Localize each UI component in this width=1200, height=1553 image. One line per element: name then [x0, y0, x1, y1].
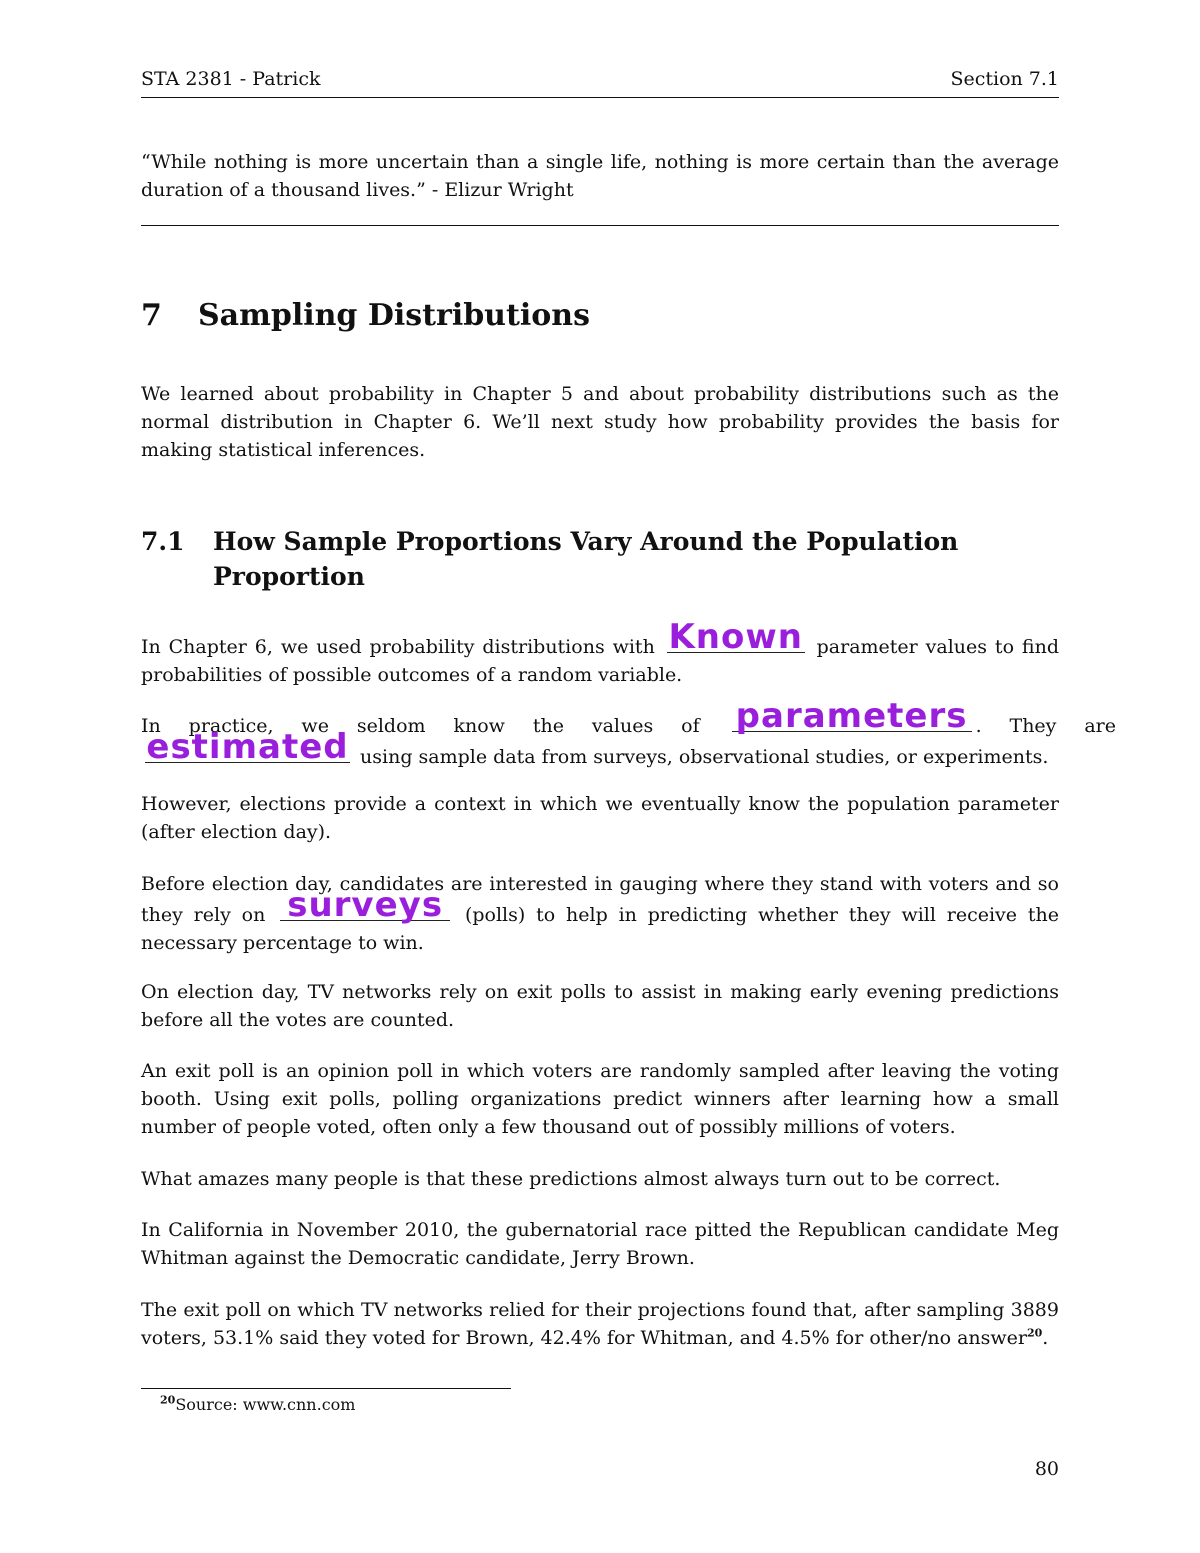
section-number: 7.1	[141, 527, 185, 556]
paragraph-estimated	[141, 696, 1116, 771]
p1-text-before: In Chapter 6, we used probability distributions with	[141, 636, 655, 658]
fill-blank-3	[145, 727, 350, 767]
intro-paragraph: We learned about probability in Chapter 5 and about probability distributions such as the normal distribution in Chapter 6. We’ll next study how probability provides the basis for making statistical inferences.	[141, 383, 1059, 461]
p4-text-after: (polls) to help in predicting whether they will receive the necessary percentage to win.	[141, 904, 1059, 954]
p9-end: .	[1042, 1327, 1049, 1349]
paragraph-exit-poll-definition: An exit poll is an opinion poll in which voters are randomly sampled after leaving the voting booth. Using exit polls, polling organizations predict winners after learning how a small number of people voted, often only a few thousand out of possibly millions of voters.	[141, 1060, 1059, 1138]
page-number: 80	[1034, 1458, 1059, 1480]
p2-text-after: using sample data from surveys, observational studies, or experiments.	[360, 746, 1049, 768]
footnote-text: Source: www.cnn.com	[175, 1395, 356, 1414]
chapter-title: Sampling Distributions	[198, 298, 590, 333]
handwritten-answer-surveys: surveys	[287, 885, 444, 925]
chapter-heading	[141, 298, 590, 333]
handwritten-answer-estimated: estimated	[146, 727, 349, 767]
fill-blank-1	[667, 617, 805, 657]
header-rule	[141, 97, 1059, 98]
footnote	[160, 1395, 355, 1414]
p2-text-before: In practice, we seldom know the values of	[141, 715, 700, 737]
header-section: Section 7.1	[950, 68, 1059, 90]
quote-rule	[141, 225, 1059, 226]
footnote-reference: 20	[1026, 1326, 1043, 1340]
footnote-rule	[141, 1388, 511, 1389]
paragraph-california-race: In California in November 2010, the gubernatorial race pitted the Republican candidate Meg Whitman against the Democratic candidate, Jerry Brown.	[141, 1219, 1059, 1269]
chapter-number: 7	[141, 298, 162, 333]
p4-text-before: Before election day, candidates are interested in gauging where they stand with voters and so they rely on	[141, 873, 1059, 926]
paragraph-exit-poll-results	[141, 1296, 1059, 1352]
handwritten-answer-parameters: parameters	[735, 696, 968, 736]
p9-text: The exit poll on which TV networks relied for their projections found that, after sampling 3889 voters, 53.1% said they voted for Brown, 42.4% for Whitman, and 4.5% for other/no answer	[141, 1299, 1059, 1349]
paragraph-surveys	[141, 870, 1059, 957]
paragraph-known-parameters	[141, 617, 1059, 689]
epigraph-quote: “While nothing is more uncertain than a single life, nothing is more certain than the average duration of a thousand lives.” - Elizur Wright	[141, 151, 1059, 201]
footnote-mark: 20	[160, 1393, 176, 1407]
p1-text-after: parameter values to find probabilities of possible outcomes of a random variable.	[141, 636, 1059, 686]
paragraph-exit-polls: On election day, TV networks rely on exit polls to assist in making early evening predictions before all the votes are counted.	[141, 981, 1059, 1031]
header-course: STA 2381 - Patrick	[141, 68, 321, 90]
section-heading	[141, 524, 1059, 594]
fill-blank-2	[732, 696, 972, 736]
section-title: How Sample Proportions Vary Around the Population Proportion	[213, 527, 959, 591]
p2-text-middle: . They are	[975, 715, 1116, 737]
paragraph-elections-context: However, elections provide a context in which we eventually know the population parameter (after election day).	[141, 793, 1059, 843]
handwritten-answer-known: Known	[668, 617, 803, 657]
paragraph-predictions: What amazes many people is that these predictions almost always turn out to be correct.	[141, 1168, 1001, 1190]
fill-blank-4	[280, 885, 450, 925]
